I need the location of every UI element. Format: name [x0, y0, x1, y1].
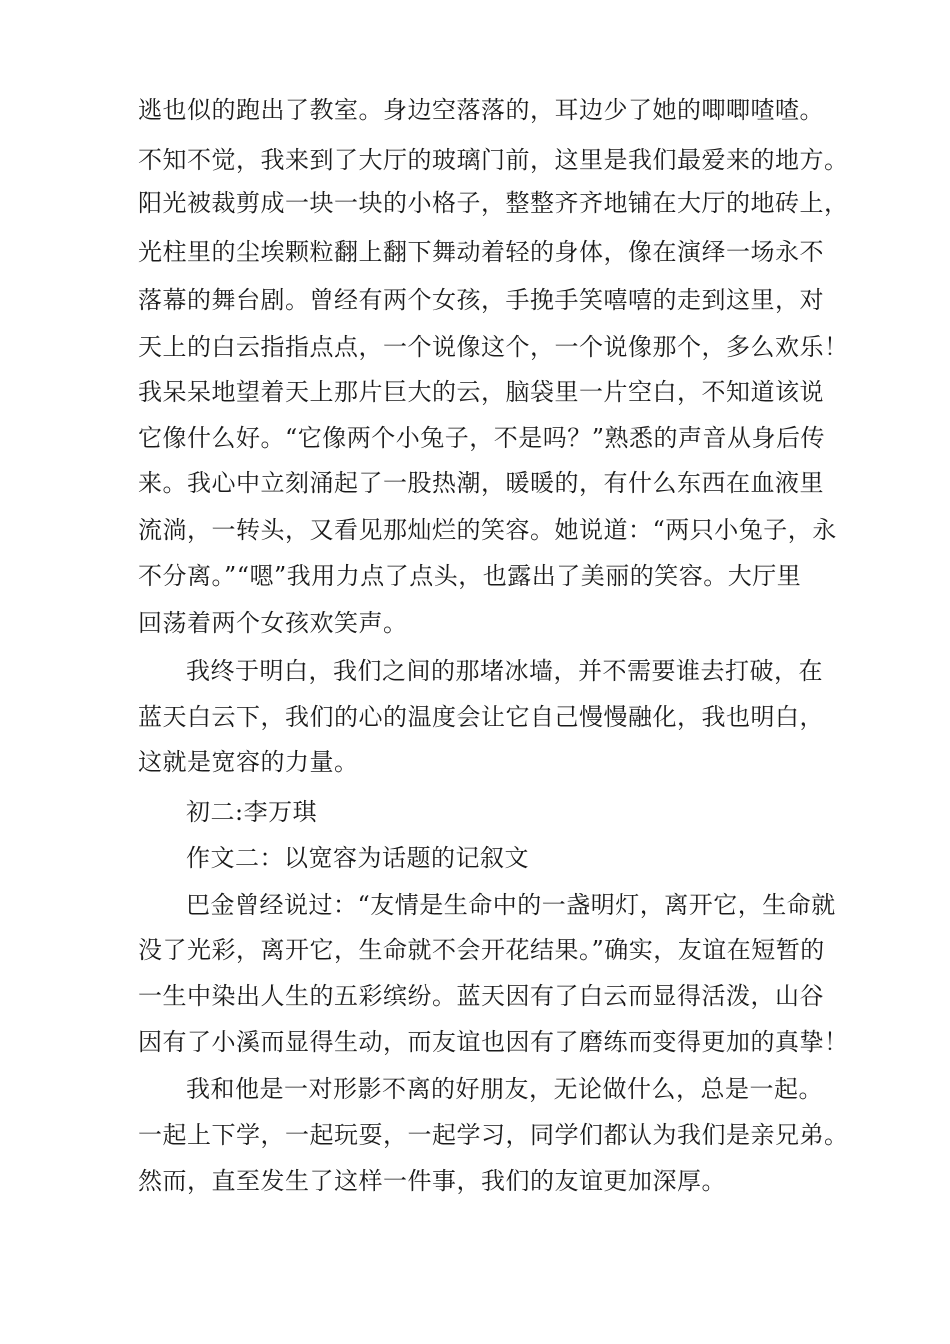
text-line: 阳光被裁剪成一块一块的小格子，整整齐齐地铺在大厅的地砖上， [138, 189, 849, 217]
text-line: 我和他是一对形影不离的好朋友，无论做什么，总是一起。 [186, 1075, 823, 1103]
text-line: 蓝天白云下，我们的心的温度会让它自己慢慢融化，我也明白， [138, 703, 824, 731]
text-line: 没了光彩，离开它，生命就不会开花结果。”确实，友谊在短暂的 [138, 936, 825, 964]
text-line: 来。我心中立刻涌起了一股热潮，暖暖的，有什么东西在血液里 [138, 469, 824, 497]
text-line: 一起上下学，一起玩耍，一起学习，同学们都认为我们是亲兄弟。 [138, 1121, 849, 1149]
text-line: 因有了小溪而显得生动，而友谊也因有了磨练而变得更加的真挚！ [138, 1028, 849, 1056]
text-line: 我终于明白，我们之间的那堵冰墙，并不需要谁去打破，在 [186, 657, 823, 685]
text-line: 回荡着两个女孩欢笑声。 [138, 609, 408, 637]
text-line: 不知不觉，我来到了大厅的玻璃门前，这里是我们最爱来的地方。 [138, 146, 849, 174]
text-line: 流淌，一转头，又看见那灿烂的笑容。她说道：“两只小兔子，永 [138, 516, 837, 544]
text-line: 我呆呆地望着天上那片巨大的云，脑袋里一片空白，不知道该说 [138, 378, 824, 406]
text-line: 光柱里的尘埃颗粒翻上翻下舞动着轻的身体，像在演绎一场永不 [138, 238, 824, 266]
text-line: 天上的白云指指点点，一个说像这个，一个说像那个，多么欢乐！ [138, 333, 849, 361]
text-line: 它像什么好。“它像两个小兔子，不是吗？”熟悉的声音从身后传 [138, 424, 826, 452]
essay-title: 作文二：以宽容为话题的记叙文 [186, 844, 529, 872]
text-line: 不分离。”“嗯”我用力点了点头，也露出了美丽的笑容。大厅里 [138, 562, 802, 590]
text-line: 这就是宽容的力量。 [138, 748, 359, 776]
author-line: 初二:李万琪 [186, 798, 318, 826]
text-line: 巴金曾经说过：“友情是生命中的一盏明灯，离开它，生命就 [186, 891, 836, 919]
text-line: 一生中染出人生的五彩缤纷。蓝天因有了白云而显得活泼，山谷 [138, 982, 824, 1010]
text-line: 然而，直至发生了这样一件事，我们的友谊更加深厚。 [138, 1167, 726, 1195]
text-line: 落幕的舞台剧。曾经有两个女孩，手挽手笑嘻嘻的走到这里，对 [138, 286, 824, 314]
text-line: 逃也似的跑出了教室。身边空落落的，耳边少了她的唧唧喳喳。 [138, 96, 824, 124]
